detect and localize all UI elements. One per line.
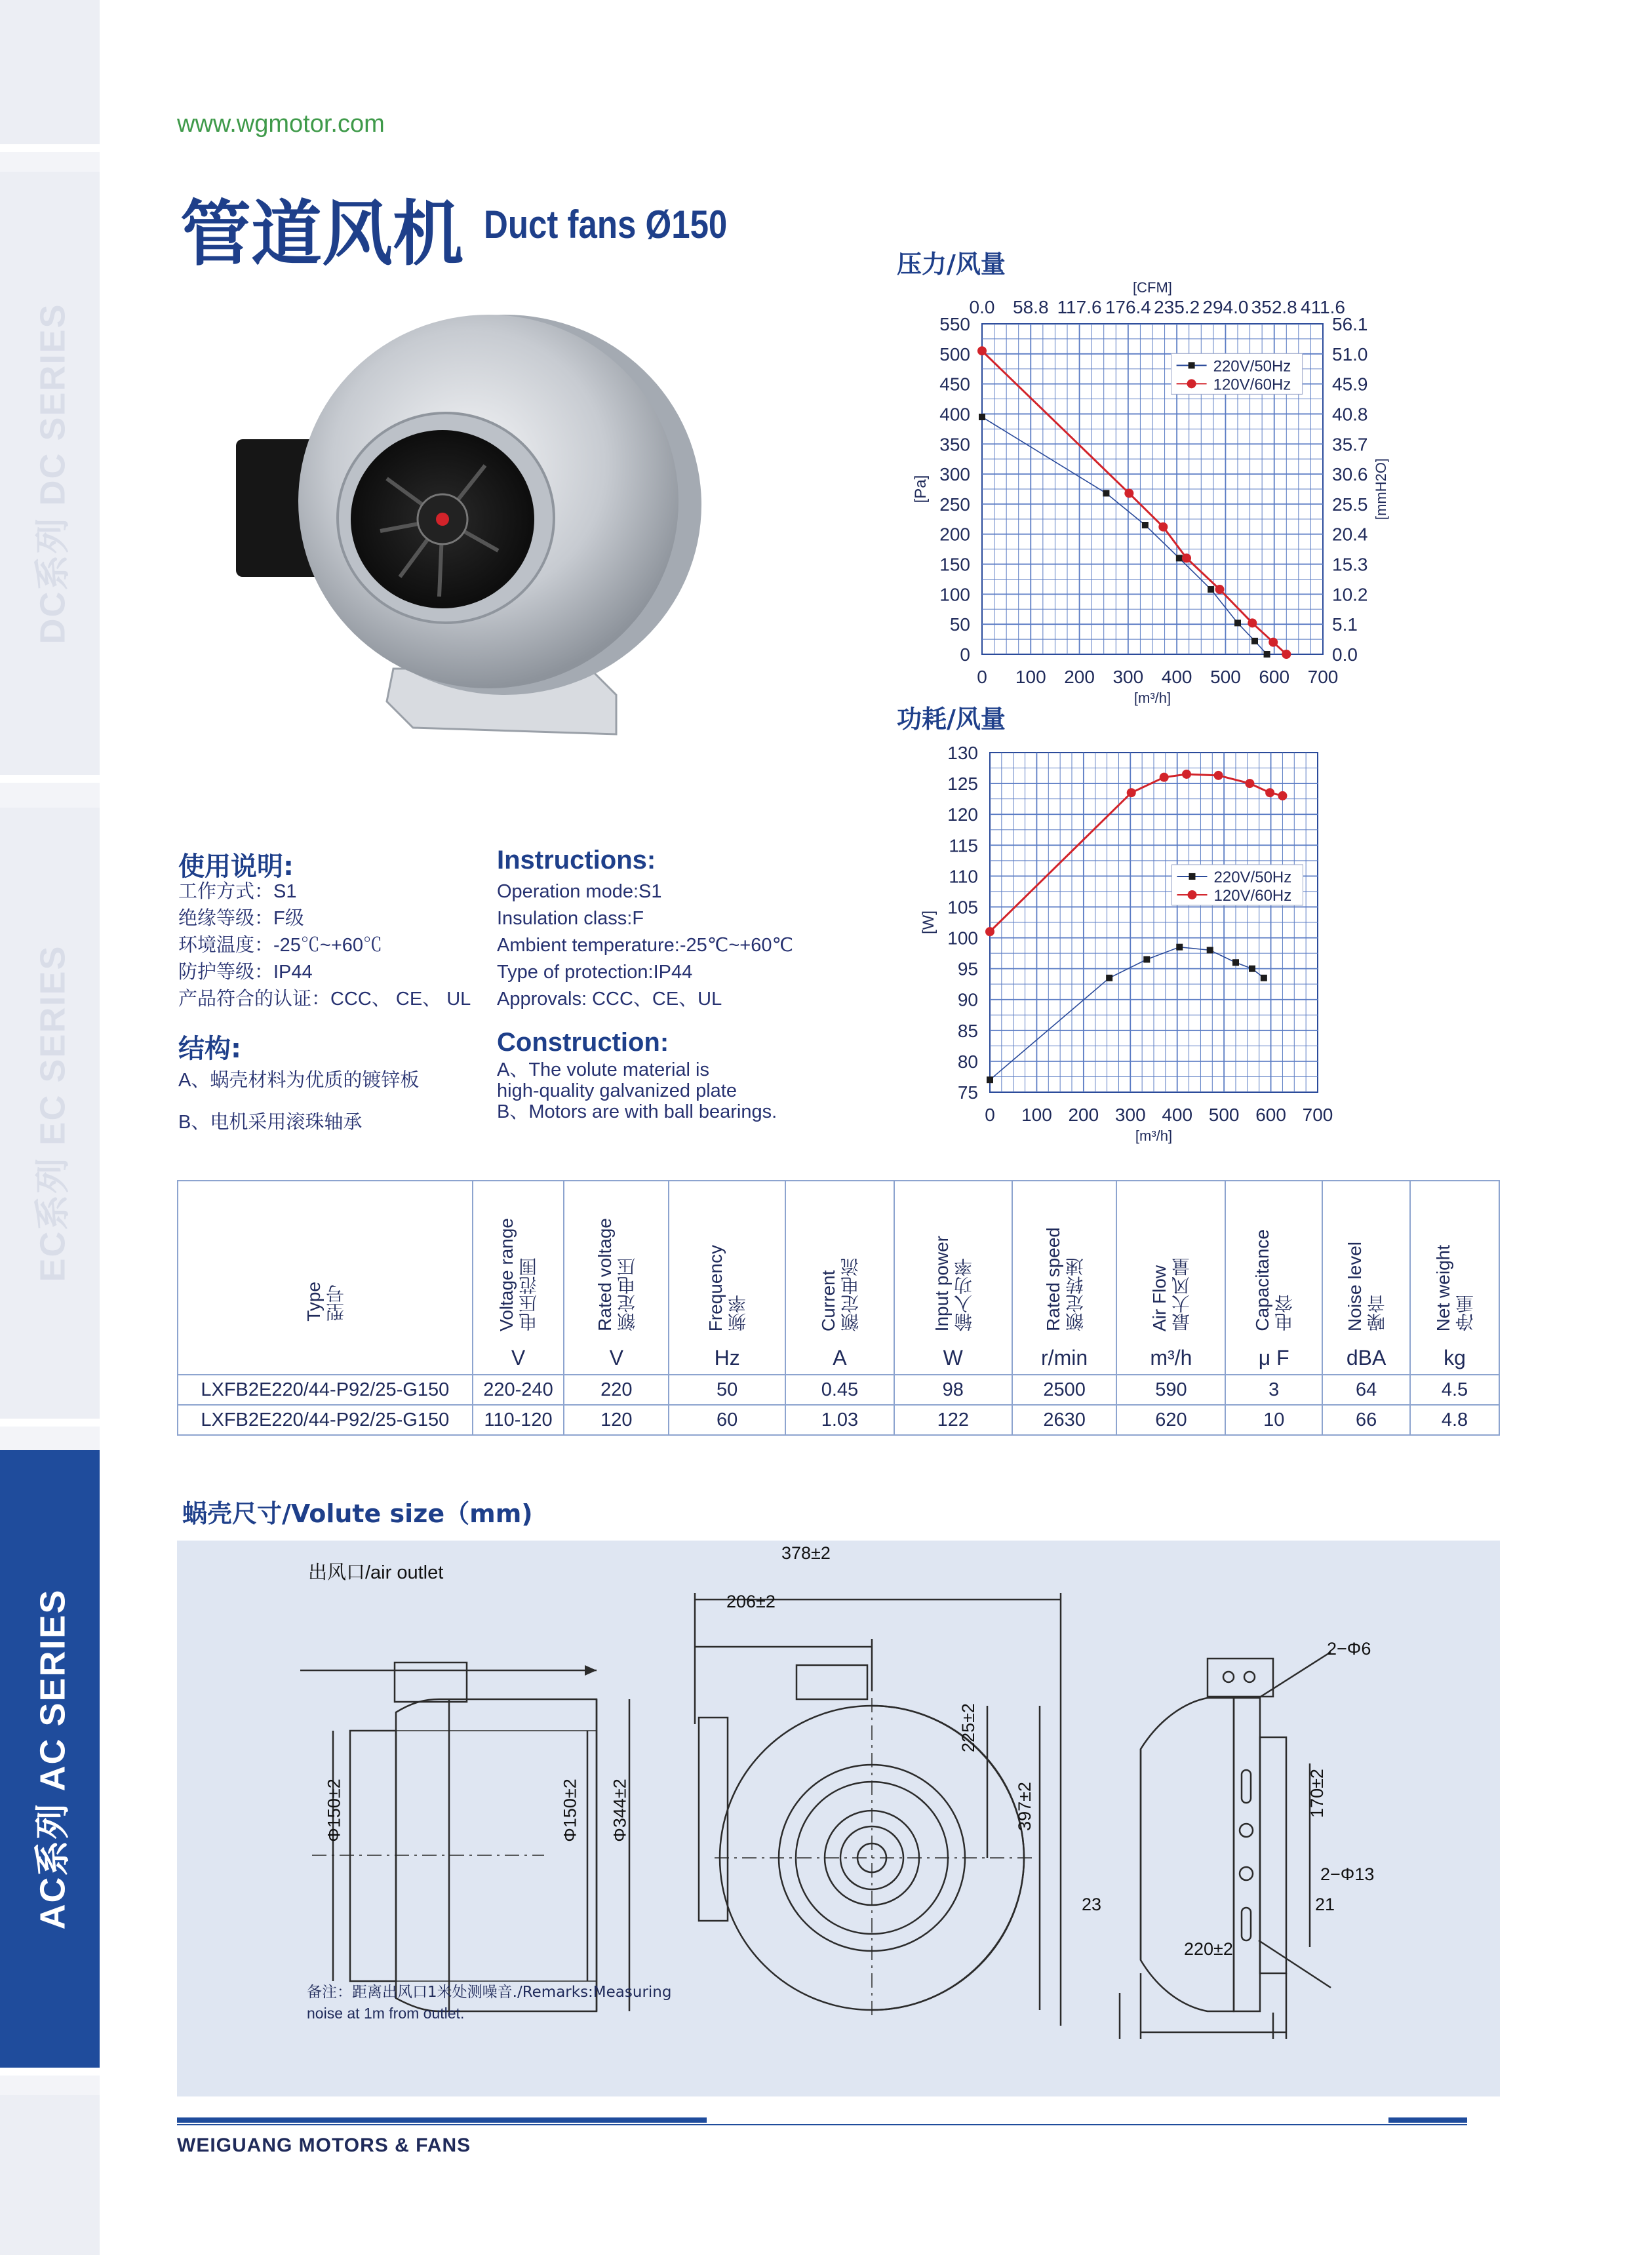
header-en: Capacitance [1252,1229,1273,1331]
x2-tick-label: 294.0 [1202,297,1249,317]
table-cell: 220 [564,1375,669,1405]
table-cell: 2500 [1012,1375,1117,1405]
data-point [1234,620,1241,626]
remark-line-1: 备注：距离出风口1米处测噪音./Remarks:Measuring [307,1984,672,2001]
y2-tick-label: 15.3 [1332,554,1368,575]
data-point [1278,791,1287,800]
x2-tick-label: 235.2 [1154,297,1200,317]
y-tick-label: 500 [939,344,970,364]
header-unit: V [609,1346,623,1369]
y-tick-label: 130 [947,743,978,763]
data-point [1182,553,1191,562]
data-point [1158,522,1168,532]
header-cn: 额定电流 [840,1258,861,1331]
table-header-row [178,1181,1499,1375]
table-cell: 60 [669,1405,785,1435]
data-point [1232,959,1239,966]
side-tab-empty-top [0,0,100,152]
side-label-ec: EC系列 EC SERIES [33,944,73,1282]
header-frequency [669,1181,785,1375]
data-point [1265,788,1274,797]
data-point [1261,975,1267,981]
website-url[interactable]: www.wgmotor.com [177,110,385,138]
x-tick-label: 300 [1112,667,1144,687]
duct-fan-photo [223,282,721,754]
table-cell: 1.03 [785,1405,894,1435]
remark-line-2: noise at 1m from outlet. [307,2005,465,2022]
y-tick-label: 400 [939,404,970,425]
usage-line: 工作方式：S1 [178,881,297,902]
data-point [1160,773,1169,782]
usage-heading-en: Instructions: [497,846,656,875]
header-rated-voltage [564,1181,669,1375]
table-cell: LXFB2E220/44-P92/25-G150 [178,1405,473,1435]
header-unit: Hz [714,1346,740,1369]
dim-23: 23 [1082,1895,1102,1914]
right-view [1120,1652,1331,2039]
table-cell: 10 [1225,1405,1322,1435]
y2-tick-label: 35.7 [1332,434,1368,455]
page-title-cn: 管道风机 [180,193,464,275]
side-tab-empty-bottom [0,2095,100,2263]
usage-line: 防护等级：IP44 [178,962,313,983]
data-point [1176,555,1183,561]
dim-21: 21 [1315,1895,1335,1914]
table-cell: 50 [669,1375,785,1405]
footer-thin-rule [177,2124,1467,2125]
data-point [1264,651,1270,658]
table-cell: 66 [1322,1405,1410,1435]
air-outlet-label: 出风口/air outlet [308,1562,444,1583]
data-point [1106,975,1112,981]
y-tick-label: 120 [947,804,978,825]
header-unit: μ F [1258,1346,1289,1369]
y2-tick-label: 25.5 [1332,494,1368,515]
table-cell: 220-240 [473,1375,564,1405]
y2-tick-label: 30.6 [1332,464,1368,485]
construction-lines-en [497,1059,777,1122]
x-tick-label: 700 [1302,1105,1333,1125]
dim-206: 206±2 [726,1592,776,1611]
header-cn: 频率 [728,1295,749,1331]
legend-marker [1187,379,1196,388]
y-tick-label: 75 [957,1082,978,1103]
header-en: Voltage range [496,1218,517,1331]
dim-378: 378±2 [781,1543,831,1563]
header-cn: 电容 [1274,1295,1295,1331]
construction-lines-cn [178,1059,419,1143]
data-point [1268,638,1278,647]
power-airflow-chart [885,733,1514,1152]
x2-tick-label: 58.8 [1013,297,1049,317]
header-unit: A [833,1346,847,1369]
y-tick-label: 150 [939,554,970,575]
header-cn: 型号 [325,1284,346,1322]
data-point [985,927,994,936]
x2-axis-label: [CFM] [1133,279,1172,296]
data-point [1249,966,1255,972]
side-label-ac: AC系列 AC SERIES [33,1588,73,1930]
x2-tick-label: 0.0 [969,297,995,317]
construction-line: B、Motors are with ball bearings. [497,1101,777,1122]
y2-tick-label: 56.1 [1332,314,1368,334]
y2-tick-label: 0.0 [1332,644,1358,665]
header-unit: W [943,1346,963,1369]
x-tick-label: 500 [1208,1105,1240,1125]
x-tick-label: 200 [1064,667,1095,687]
header-input-power [894,1181,1012,1375]
data-point [1143,956,1150,963]
usage-lines-en [497,878,793,1013]
x-tick-label: 100 [1015,667,1046,687]
header-unit: r/min [1041,1346,1088,1369]
header-voltage-range [473,1181,564,1375]
data-point [1127,788,1136,797]
y-tick-label: 350 [939,434,970,455]
dim-2phi13: 2−Φ13 [1320,1864,1375,1884]
table-cell: 590 [1116,1375,1225,1405]
data-point [1245,779,1254,788]
y-tick-label: 105 [947,897,978,918]
data-point [1142,522,1149,528]
dim-phi150-b: Φ150±2 [560,1779,580,1842]
x2-tick-label: 411.6 [1301,297,1345,317]
x-axis-label: [m³/h] [1135,1128,1173,1144]
x-tick-label: 600 [1259,667,1290,687]
y-tick-label: 110 [949,866,978,887]
header-unit: m³/h [1150,1346,1192,1369]
header-type [178,1181,473,1375]
header-en: Type [303,1281,324,1322]
data-point [1176,944,1183,951]
x-axis-label: [m³/h] [1133,690,1171,706]
header-net-weight [1410,1181,1499,1375]
table-cell: LXFB2E220/44-P92/25-G150 [178,1375,473,1405]
x-tick-label: 0 [985,1105,995,1125]
header-cn: 额定电压 [617,1258,638,1331]
y-tick-label: 85 [957,1020,978,1041]
table-cell: 120 [564,1405,669,1435]
header-noise-level [1322,1181,1410,1375]
header-rated-speed [1012,1181,1117,1375]
header-en: Air Flow [1149,1265,1170,1331]
x-tick-label: 400 [1162,1105,1193,1125]
usage-line: 产品符合的认证：CCC、 CE、 UL [178,989,471,1010]
y-tick-label: 550 [939,314,970,334]
x-tick-label: 500 [1210,667,1241,687]
header-capacitance [1225,1181,1322,1375]
data-point [1251,638,1258,644]
header-unit: V [511,1346,526,1369]
footer-rule-right [1388,2117,1467,2123]
dim-phi344: Φ344±2 [610,1779,630,1842]
usage-heading-cn: 使用说明: [178,852,294,882]
y2-axis-label: [mmH2O] [1373,458,1389,521]
dim-220: 220±2 [1184,1939,1233,1959]
header-en: Rated speed [1042,1227,1063,1331]
y-tick-label: 50 [949,614,970,635]
x-tick-label: 0 [977,667,987,687]
header-en: Noise level [1345,1242,1366,1331]
table-cell: 2630 [1012,1405,1117,1435]
front-view [695,1593,1061,2026]
y-tick-label: 450 [939,374,970,395]
y-tick-label: 250 [939,494,970,515]
y-tick-label: 100 [947,928,978,949]
y-axis-label: [W] [920,911,937,934]
y-tick-label: 200 [939,524,970,545]
table-cell: 620 [1116,1405,1225,1435]
y2-tick-label: 10.2 [1332,584,1368,605]
header-en: Rated voltage [595,1218,616,1331]
x-tick-label: 300 [1114,1105,1146,1125]
usage-line: 绝缘等级：F级 [178,908,304,929]
header-cn: 输入功率 [953,1258,974,1331]
header-current [785,1181,894,1375]
usage-lines-cn [178,878,471,1013]
x2-tick-label: 117.6 [1057,297,1102,317]
header-en: Input power [931,1235,952,1331]
header-air-flow [1116,1181,1225,1375]
data-point [1215,585,1225,594]
construction-heading-en: Construction: [497,1028,669,1057]
table-cell: 64 [1322,1375,1410,1405]
y2-tick-label: 45.9 [1332,374,1368,395]
header-en: Frequency [705,1244,726,1331]
usage-line: Approvals: CCC、CE、UL [497,989,722,1010]
y2-tick-label: 40.8 [1332,404,1368,425]
usage-line: Insulation class:F [497,908,644,929]
y-tick-label: 125 [947,774,978,795]
x-tick-label: 200 [1068,1105,1099,1125]
usage-line: 环境温度：-25℃~+60℃ [178,935,383,956]
header-unit: dBA [1346,1346,1386,1369]
y-tick-label: 100 [939,584,970,605]
y-tick-label: 90 [957,989,978,1010]
x-tick-label: 700 [1307,667,1339,687]
table-row [178,1405,1499,1435]
dim-397: 397±2 [1014,1782,1034,1831]
legend-marker [1189,362,1195,368]
volute-heading: 蜗壳尺寸/Volute size（mm) [182,1499,533,1528]
header-cn: 噪音 [1367,1295,1388,1331]
dim-phi150-a: Φ150±2 [324,1779,344,1842]
dim-170: 170±2 [1307,1769,1327,1818]
table-cell: 0.45 [785,1375,894,1405]
header-cn: 最大风量 [1171,1258,1192,1331]
y2-tick-label: 20.4 [1332,524,1368,545]
data-point [1282,650,1291,659]
table-cell: 4.8 [1410,1405,1499,1435]
table-cell: 122 [894,1405,1012,1435]
chart1-title: 压力/风量 [897,250,1006,279]
usage-line: Ambient temperature:-25℃~+60℃ [497,935,794,956]
y2-tick-label: 5.1 [1332,614,1358,635]
dim-2phi6: 2−Φ6 [1327,1639,1371,1659]
table-cell: 110-120 [473,1405,564,1435]
legend-label: 220V/50Hz [1213,357,1291,376]
y-tick-label: 0 [960,644,970,665]
usage-line: Type of protection:IP44 [497,962,693,983]
x2-tick-label: 352.8 [1251,297,1297,317]
table-cell: 98 [894,1375,1012,1405]
x-tick-label: 600 [1255,1105,1286,1125]
header-cn: 净重 [1455,1295,1476,1331]
dim-225: 225±2 [958,1703,978,1752]
x-tick-label: 100 [1021,1105,1052,1125]
y-tick-label: 95 [957,958,978,979]
data-point [1214,771,1223,780]
header-en: Current [817,1270,838,1331]
table-cell: 3 [1225,1375,1322,1405]
data-point [1182,770,1191,779]
construction-line: A、蜗壳材料为优质的镀锌板 [178,1070,420,1091]
y-tick-label: 300 [939,464,970,485]
usage-line: Operation mode:S1 [497,881,662,902]
y-tick-label: 80 [957,1051,978,1072]
spec-table [177,1180,1500,1436]
data-point [1248,618,1257,627]
table-row [178,1375,1499,1405]
construction-heading-cn: 结构: [178,1034,241,1064]
construction-line: A、The volute material is [497,1059,709,1080]
construction-line: high-quality galvanized plate [497,1080,737,1101]
data-point [1103,490,1109,496]
legend-marker [1189,873,1196,880]
construction-line: B、电机采用滚珠轴承 [178,1112,363,1133]
legend-marker [1188,890,1197,899]
page-title-en: Duct fans Ø150 [484,203,728,246]
data-point [979,414,985,420]
data-point [1124,488,1133,498]
header-en: Net weight [1433,1244,1453,1331]
x-tick-label: 400 [1161,667,1192,687]
table-cell: 4.5 [1410,1375,1499,1405]
data-point [987,1076,993,1083]
y2-tick-label: 51.0 [1332,344,1368,364]
legend-label: 220V/50Hz [1213,868,1292,886]
data-point [1207,947,1213,953]
footer-rule-left [177,2117,707,2123]
side-label-dc: DC系列 DC SERIES [33,302,73,644]
y-axis-label: [Pa] [912,475,930,503]
header-cn: 额定转速 [1065,1258,1086,1331]
data-point [1208,586,1214,593]
footer-brand: WEIGUANG MOTORS & FANS [177,2135,471,2156]
legend-label: 120V/60Hz [1213,376,1291,394]
x2-tick-label: 176.4 [1105,297,1151,317]
header-cn: 电压范围 [519,1258,540,1331]
chart2-title: 功耗/风量 [897,705,1006,734]
pressure-airflow-chart [885,275,1514,721]
header-unit: kg [1444,1346,1466,1369]
legend-label: 120V/60Hz [1213,886,1292,905]
data-point [977,346,987,355]
y-tick-label: 115 [949,835,978,856]
